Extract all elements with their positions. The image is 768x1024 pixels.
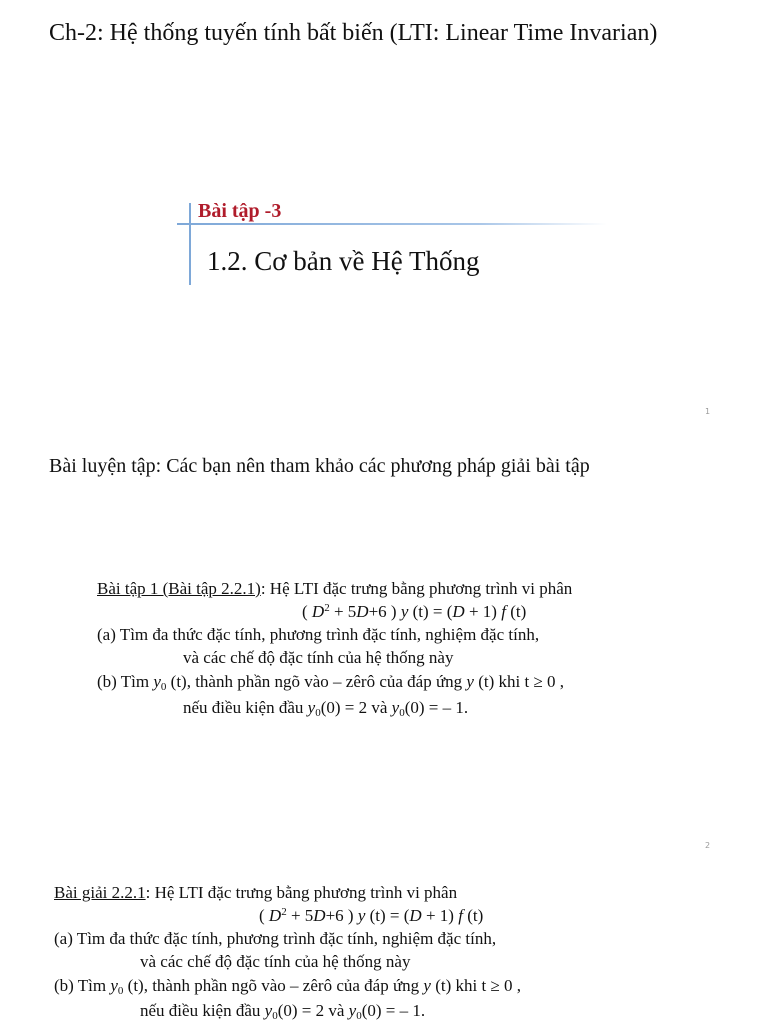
part-b-line-1: (b) Tìm $y_0$ (t), thành phần ngõ vào – zêrô của đáp ứng y (t) khi t ≥ 0 , [97, 672, 565, 693]
part-a-line-2: và các chế độ đặc tính của hệ thống này [183, 648, 454, 667]
chapter-title: Ch-2: Hệ thống tuyến tính bất biến (LTI: Linear Time Invarian) [49, 20, 658, 46]
solution-part-a-line-2: và các chế độ đặc tính của hệ thống này [140, 952, 411, 971]
accent-horizontal-line [177, 223, 607, 225]
solution-heading-link: Bài giải 2.2.1 [54, 883, 146, 902]
solution-equation: ( $D^2 + 5D+6$ ) y (t) = (D + 1) f (t) [259, 906, 484, 925]
solution-heading-text: : Hệ LTI đặc trưng bằng phương trình vi phân [145, 883, 458, 902]
exercise-heading [97, 577, 572, 600]
accent-vertical-line [189, 203, 191, 285]
part-a-line-1: (a) Tìm đa thức đặc tính, phương trình đặc tính, nghiệm đặc tính, [97, 625, 540, 644]
solution-part-b-line-1: (b) Tìm $y_0$ (t), thành phần ngõ vào – zêrô của đáp ứng y (t) khi t ≥ 0 , [54, 976, 522, 997]
page-number-2: 2 [705, 841, 711, 850]
exercise-heading-link: Bài tập 1 (Bài tập 2.2.1) [97, 579, 261, 598]
exercise-heading-text: : Hệ LTI đặc trưng bằng phương trình vi phân [260, 579, 573, 598]
part-b-line-2: nếu điều kiện đầu $y_0(0) = 2$ và $y_0(0)$ = – 1. [183, 698, 469, 719]
exercise-label: Bài tập -3 [198, 200, 282, 222]
solution-part-a-line-1: (a) Tìm đa thức đặc tính, phương trình đặc tính, nghiệm đặc tính, [54, 929, 497, 948]
differential-equation: ( $D^2 + 5D+6$ ) y (t) = (D + 1) f (t) [302, 602, 527, 621]
practice-note: Bài luyện tập: Các bạn nên tham khảo các phương pháp giải bài tập [49, 455, 590, 477]
solution-heading [54, 881, 457, 904]
page-number-1: 1 [705, 407, 711, 416]
section-subtitle: 1.2. Cơ bản về Hệ Thống [207, 246, 480, 276]
solution-part-b-line-2: nếu điều kiện đầu $y_0(0) = 2$ và $y_0(0)$ = – 1. [140, 1001, 426, 1022]
